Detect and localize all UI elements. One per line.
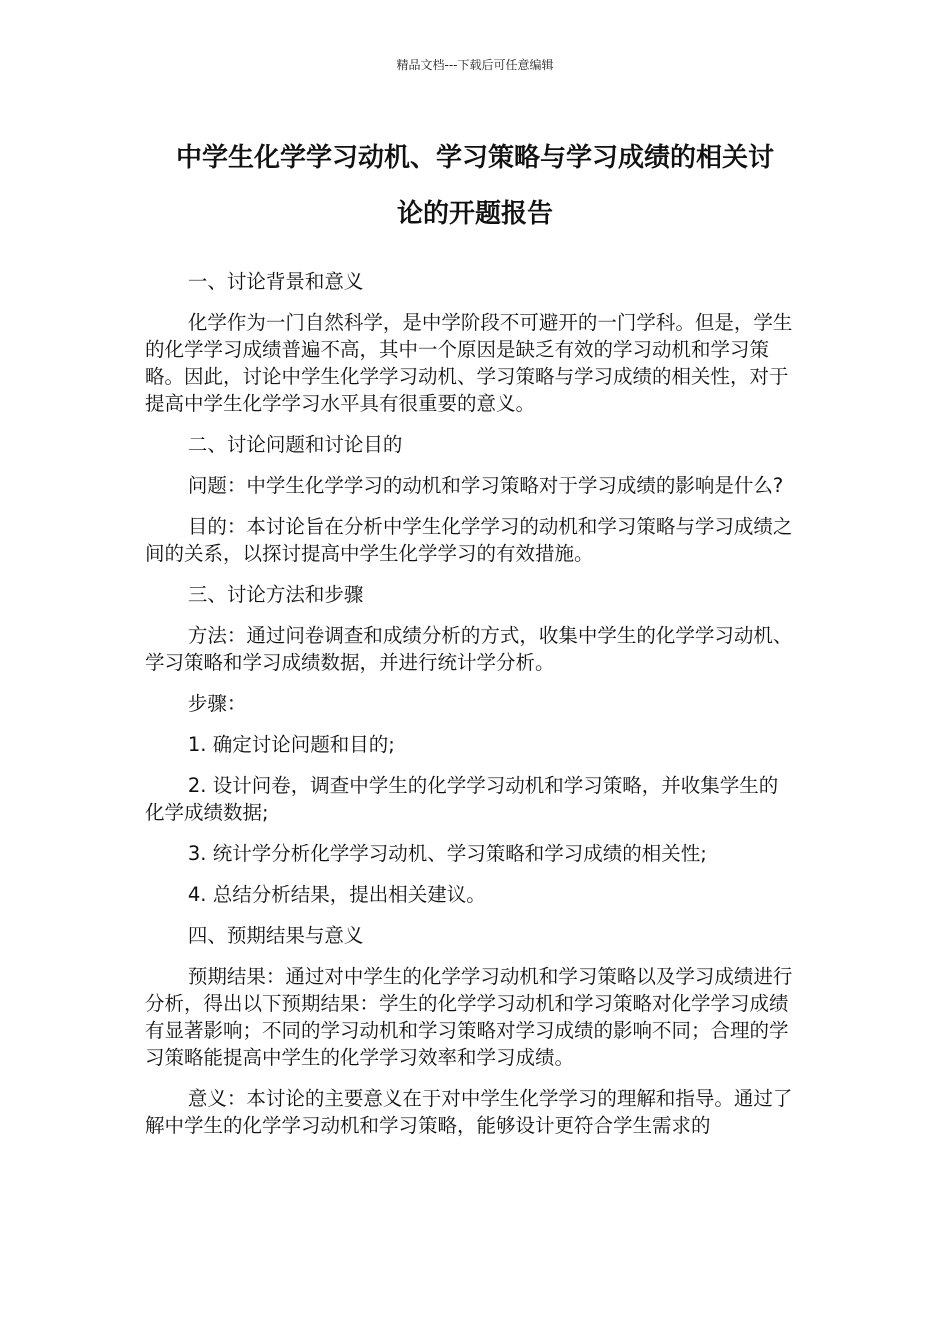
list-item-step-4: 4. 总结分析结果，提出相关建议。 [187, 883, 486, 906]
section-heading-questions: 二、讨论问题和讨论目的 [187, 433, 403, 456]
section-heading-methods: 三、讨论方法和步骤 [187, 583, 364, 606]
section-heading-expected: 四、预期结果与意义 [187, 924, 364, 947]
paragraph-steps-label: 步骤： [187, 692, 247, 715]
list-item-step-1: 1. 确定讨论问题和目的; [187, 733, 395, 756]
title-line-1: 中学生化学学习动机、学习策略与学习成绩的相关讨 [175, 143, 774, 173]
paragraph-expected-results: 预期结果：通过对中学生的化学学习动机和学习策略以及学习成绩进行分析，得出以下预期结果：学生的化学学习动机和学习策略对化学学习成绩有显著影响；不同的学习动机和学习策略对学习成绩的影响不同；合理的学习策略能提高中学生的化学学习效率和学习成绩。 [145, 965, 793, 1069]
list-item-step-3: 3. 统计学分析化学学习动机、学习策略和学习成绩的相关性; [187, 842, 707, 865]
document-body [145, 268, 795, 1153]
paragraph-question: 问题：中学生化学学习的动机和学习策略对于学习成绩的影响是什么? [187, 474, 784, 497]
paragraph-purpose: 目的：本讨论旨在分析中学生化学学习的动机和学习策略与学习成绩之间的关系，以探讨提高中学生化学学习的有效措施。 [145, 515, 793, 565]
section-heading-background: 一、讨论背景和意义 [187, 270, 364, 293]
title-line-2: 论的开题报告 [396, 199, 553, 229]
page-header: 精品文档---下载后可任意编辑 [396, 58, 554, 72]
paragraph-method: 方法：通过问卷调查和成绩分析的方式，收集中学生的化学学习动机、学习策略和学习成绩数据，并进行统计学分析。 [145, 624, 793, 674]
paragraph-background: 化学作为一门自然科学，是中学阶段不可避开的一门学科。但是，学生的化学学习成绩普遍不高，其中一个原因是缺乏有效的学习动机和学习策略。因此，讨论中学生化学学习动机、学习策略与学习成绩的相关性，对于提高中学生化学学习水平具有很重要的意义。 [145, 311, 793, 415]
paragraph-significance: 意义：本讨论的主要意义在于对中学生化学学习的理解和指导。通过了解中学生的化学学习动机和学习策略，能够设计更符合学生需求的 [145, 1087, 793, 1137]
document-title [140, 130, 810, 242]
list-item-step-2: 2. 设计问卷，调查中学生的化学学习动机和学习策略，并收集学生的化学成绩数据; [145, 774, 779, 824]
